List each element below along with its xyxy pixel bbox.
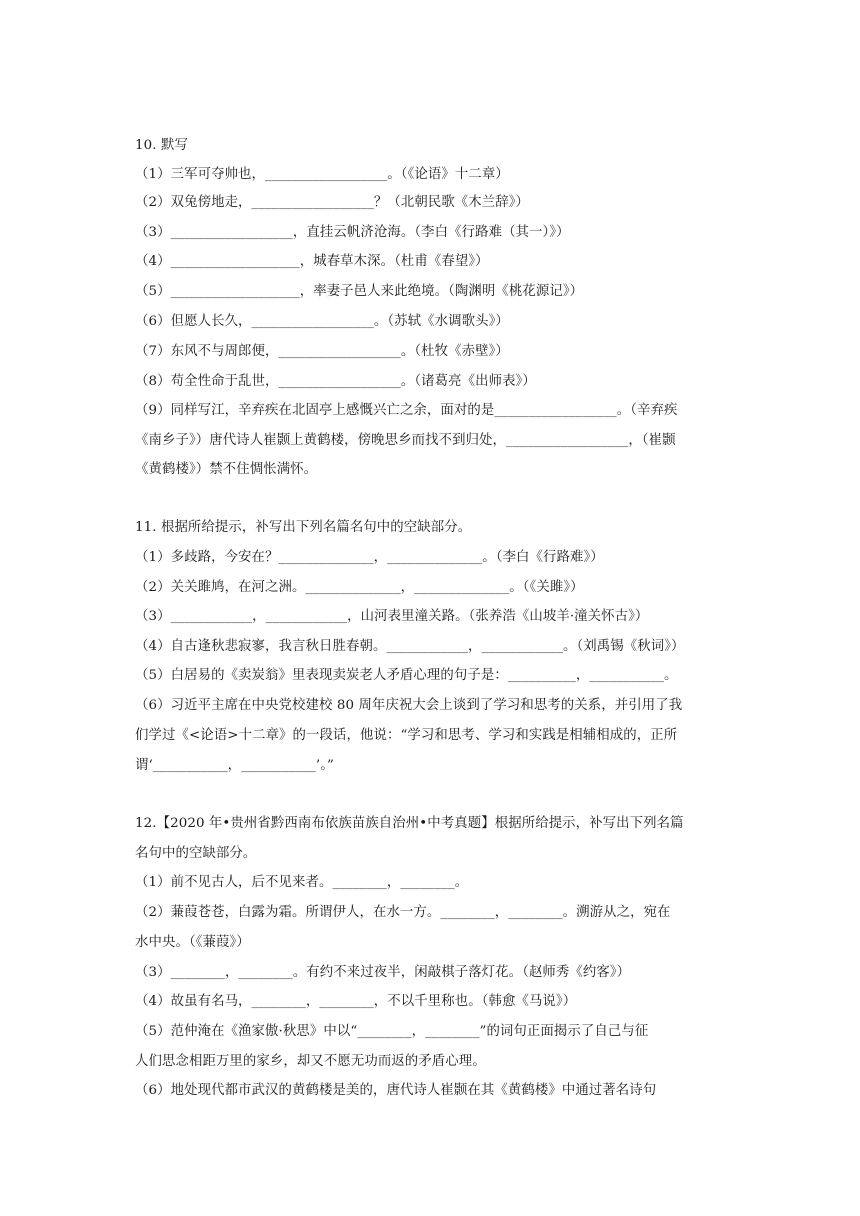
q10-line-7: （7）东风不与周郎便，__________________。（杜牧《赤壁》） (135, 344, 509, 359)
q10-title: 10. 默写 (135, 138, 188, 153)
q11-line-2: （2）关关雎鸠，在河之洲。______________，______________。（《关雎》） (135, 580, 584, 595)
q11-title: 11. 根据所给提示，补写出下列名篇名句中的空缺部分。 (135, 520, 472, 535)
q12-line-6: （6）地处现代都市武汉的黄鹤楼是美的，唐代诗人崔颢在其《黄鹤楼》中通过著名诗句 (135, 1083, 657, 1098)
q11-line-6a: （6）习近平主席在中央党校建校 80 周年庆祝大会上谈到了学习和思考的关系，并引用了我 (135, 698, 683, 713)
q12-line-2b: 水中央。（《蒹葭》） (135, 935, 250, 950)
q11-line-1: （1）多歧路，今安在？______________，______________。（李白《行路难》） (135, 550, 604, 565)
q10-line-8: （8）苟全性命于乱世，__________________。（诸葛亮《出师表》） (135, 374, 536, 389)
q12-line-5b: 人们思念相距万里的家乡，却又不愿无功而返的矛盾心理。 (135, 1054, 486, 1069)
q12-line-1: （1）前不见古人，后不见来者。________，________。 (135, 875, 469, 890)
q10-line-4: （4）___________________，城春草木深。（杜甫《春望》） (135, 254, 489, 269)
q10-line-9a: （9）同样写江，辛弃疾在北固亭上感慨兴亡之余，面对的是__________________。（辛弃疾 (135, 403, 678, 418)
q10-line-5: （5）___________________，率妻子邑人来此绝境。（陶渊明《桃花源记》） (135, 284, 584, 299)
q10-line-9c: 《黄鹤楼》）禁不住惆怅满怀。 (135, 462, 318, 477)
q11-line-3: （3）____________，____________，山河表里潼关路。（张养浩《山坡羊·潼关怀古》） (135, 609, 649, 624)
q10-line-1: （1）三军可夺帅也，__________________。（《论语》十二章） (135, 167, 509, 182)
q12-line-3: （3）________，________。有约不来过夜半，闲敲棋子落灯花。（赵师秀《约客》） (135, 965, 631, 980)
q10-line-9b: 《南乡子》）唐代诗人崔颢上黄鹤楼，傍晚思乡而找不到归处，__________________，（崔颢 (135, 433, 676, 448)
q12-line-5a: （5）范仲淹在《渔家傲·秋思》中以“________，________”的词句正面揭示了自己与征 (135, 1024, 649, 1039)
q10-line-3: （3）__________________，直挂云帆济沧海。（李白《行路难（其一）》） (135, 225, 570, 240)
q10-line-2: （2）双兔傍地走，__________________？（北朝民歌《木兰辞》） (135, 195, 530, 210)
q10-line-6: （6）但愿人长久，__________________。（苏轼《水调歌头》） (135, 314, 509, 329)
q12-title-b: 名句中的空缺部分。 (135, 846, 257, 861)
q11-line-6c: 谓‘___________，___________’。” (135, 758, 334, 773)
q12-title-a: 12.【2020 年•贵州省黔西南布依族苗族自治州•中考真题】根据所给提示，补写出下列名篇 (135, 816, 684, 831)
q12-line-4: （4）故虽有名马，________，________，不以千里称也。（韩愈《马说》） (135, 994, 577, 1009)
q11-line-5: （5）白居易的《卖炭翁》里表现卖炭老人矛盾心理的句子是：__________，___________。 (135, 668, 678, 683)
q11-line-6b: 们学过《<论语>十二章》的一段话，他说：“学习和思考、学习和实践是相辅相成的，正所 (135, 728, 678, 743)
q12-line-2a: （2）蒹葭苍苍，白露为霜。所谓伊人，在水一方。________，________。溯游从之，宛在 (135, 905, 671, 920)
q11-line-4: （4）自古逢秋悲寂寥，我言秋日胜春朝。____________，____________。（刘禹锡《秋词》） (135, 639, 685, 654)
